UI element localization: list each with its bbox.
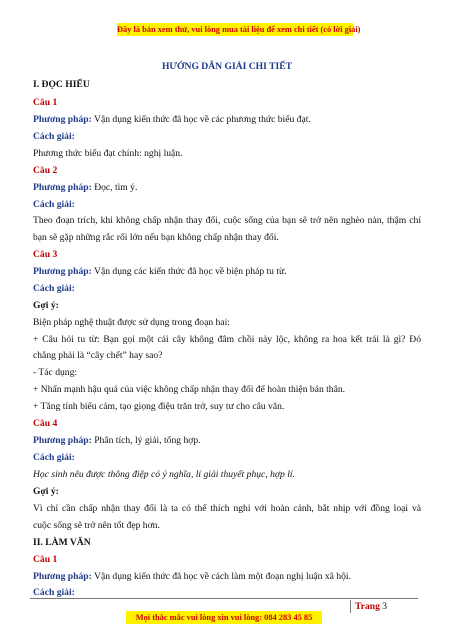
question-3-line-4: - Tác dụng:	[33, 367, 78, 378]
question-3-line-6: + Tăng tính biểu cảm, tạo giọng điệu trăn trở, suy tư cho câu văn.	[33, 401, 285, 412]
part-heading-writing: II. LÀM VĂN	[33, 537, 91, 548]
question-4-line-1: Vì chỉ cần chấp nhận thay đổi là ta có thể thích nghi với hoàn cảnh, bắt nhịp với đồng loại và	[33, 503, 421, 514]
method-text: Vận dụng các kiến thức đã học về biện pháp tu từ.	[91, 266, 287, 277]
question-2-label: Câu 2	[33, 165, 58, 176]
method-text: Vận dụng kiến thức đã học về cách làm một đoạn nghị luận xã hội.	[91, 571, 351, 582]
method-label: Phương pháp:	[33, 435, 92, 446]
page-number	[350, 600, 387, 613]
question-3-label: Câu 3	[33, 249, 58, 260]
question-4-line-2: cuộc sống sẽ trở nên tốt đẹp hơn.	[33, 520, 160, 531]
method-label: Phương pháp:	[33, 182, 92, 193]
question-3-solution-label: Cách giải:	[33, 283, 75, 294]
question-1-answer: Phương thức biểu đạt chính: nghị luận.	[33, 148, 183, 159]
question-1-method	[33, 113, 421, 126]
method-text: Đọc, tìm ý.	[91, 182, 138, 193]
method-label: Phương pháp:	[33, 266, 92, 277]
writing-question-1-method	[33, 570, 421, 583]
question-4-italic-note: Học sinh nêu được thông điệp có ý nghĩa, lí giải thuyết phục, hợp lí.	[33, 469, 295, 480]
preview-banner: Đây là bản xem thử, vui lòng mua tài liệu để xem chi tiết (có lời giải)	[117, 25, 361, 34]
contact-banner: Mọi thắc mắc vui lòng xin vui lòng: 084 283 45 85	[126, 611, 322, 624]
question-1-solution-label: Cách giải:	[33, 131, 75, 142]
question-2-answer-line-1: Theo đoạn trích, khi không chấp nhận thay đổi, cuộc sống của bạn sẽ trở nên nghèo nàn, thậm chí	[33, 215, 421, 226]
question-4-solution-label: Cách giải:	[33, 452, 75, 463]
writing-question-1-solution-label: Cách giải:	[33, 587, 75, 598]
page-number-value: 3	[379, 601, 388, 612]
method-text: Vận dụng kiến thức đã học về các phương thức biểu đạt.	[91, 114, 311, 125]
question-3-line-2: + Câu hỏi tu từ: Bạn gọi một cái cây không đâm chồi nảy lộc, không ra hoa kết trái là gì? Đó	[33, 334, 421, 345]
page-label: Trang	[355, 601, 380, 612]
writing-question-1-label: Câu 1	[33, 554, 58, 565]
question-3-line-1: Biện pháp nghệ thuật được sử dụng trong đoạn hai:	[33, 317, 230, 328]
question-4-hint-label: Gợi ý:	[33, 486, 59, 497]
question-1-label: Câu 1	[33, 97, 58, 108]
method-text: Phân tích, lý giải, tổng hợp.	[91, 435, 201, 446]
part-heading-reading: I. ĐỌC HIỂU	[33, 79, 90, 90]
question-2-method	[33, 181, 421, 194]
page-title: HƯỚNG DẪN GIẢI CHI TIẾT	[161, 61, 293, 72]
question-4-method	[33, 434, 421, 447]
question-2-solution-label: Cách giải:	[33, 199, 75, 210]
method-label: Phương pháp:	[33, 114, 92, 125]
question-3-method	[33, 265, 421, 278]
method-label: Phương pháp:	[33, 571, 92, 582]
question-2-answer-line-2: bạn sẽ gặp những rắc rối lớn nếu bạn không chấp nhận thay đổi.	[33, 232, 279, 243]
question-3-line-5: + Nhấn mạnh hậu quả của việc không chấp nhận thay đổi để hoàn thiện bản thân.	[33, 384, 346, 395]
footer-rule	[30, 598, 418, 599]
question-3-line-3: chẳng phải là “cây chết” hay sao?	[33, 350, 163, 361]
question-4-label: Câu 4	[33, 418, 58, 429]
question-3-hint-label: Gợi ý:	[33, 300, 59, 311]
